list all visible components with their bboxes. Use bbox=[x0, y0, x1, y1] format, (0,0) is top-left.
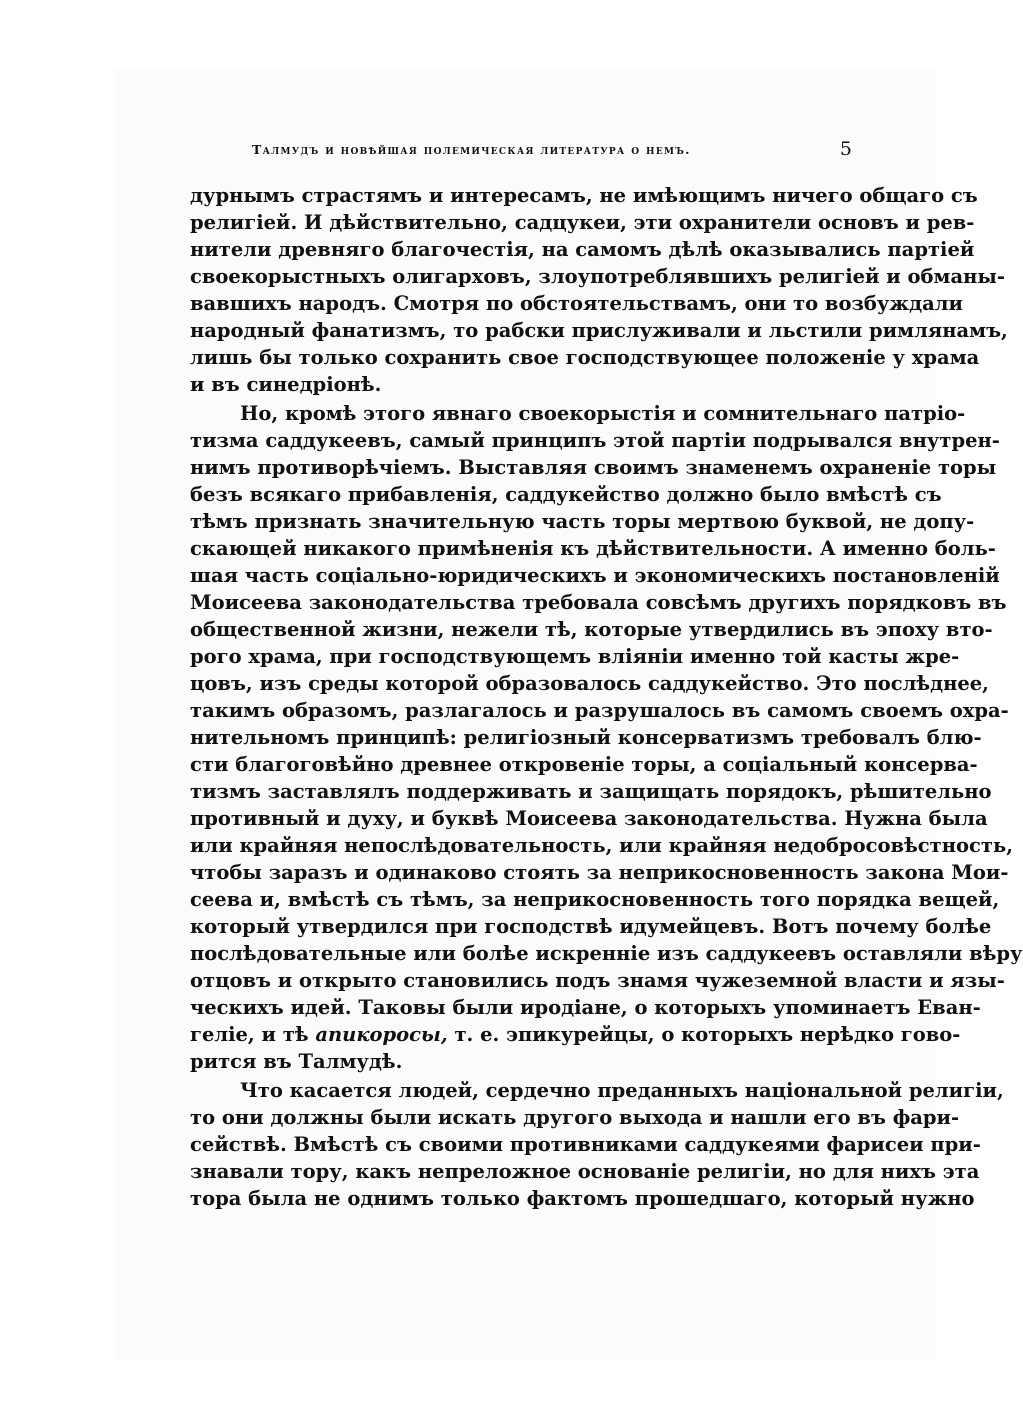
text-line: нители древняго благочестія, на самомъ дѣлѣ оказывались партіей bbox=[190, 238, 975, 261]
text-line: рого храма, при господствующемъ вліяніи именно той касты жре- bbox=[190, 645, 960, 668]
text-line: нимъ противорѣчіемъ. Выставляя своимъ знаменемъ охраненіе торы bbox=[190, 456, 997, 479]
text-line: сеева и, вмѣстѣ съ тѣмъ, за неприкосновенность того порядка вещей, bbox=[190, 888, 1000, 911]
body-text bbox=[190, 182, 1023, 1212]
text-run: геліе, и тѣ bbox=[190, 1023, 316, 1046]
italic-term: апикоросы, bbox=[315, 1023, 448, 1046]
text-line: сти благоговѣйно древнее откровеніе торы, а соціальный консерва- bbox=[190, 753, 978, 776]
text-line: народный фанатизмъ, то рабски прислуживали и льстили римлянамъ, bbox=[190, 319, 1008, 342]
text-line: послѣдовательные или болѣе искренніе изъ саддукеевъ оставляли вѣру bbox=[190, 942, 1023, 965]
text-line: Что касается людей, сердечно преданныхъ національной религіи, bbox=[240, 1079, 1004, 1102]
text-line: такимъ образомъ, разлагалось и разрушалось въ самомъ своемъ охра- bbox=[190, 699, 1009, 722]
text-line: безъ всякаго прибавленія, саддукейство должно было вмѣстѣ съ bbox=[190, 483, 942, 506]
text-line: дурнымъ страстямъ и интересамъ, не имѣющимъ ничего общаго съ bbox=[190, 184, 978, 207]
text-line: Моисеева законодательства требовала совсѣмъ другихъ порядковъ въ bbox=[190, 591, 1007, 614]
text-line: знавали тору, какъ непреложное основаніе религіи, но для нихъ эта bbox=[190, 1160, 980, 1183]
text-line: тѣмъ признать значительную часть торы мертвою буквой, не допу- bbox=[190, 510, 975, 533]
text-line-with-italic bbox=[190, 1021, 961, 1048]
text-line: тизмъ заставлялъ поддерживать и защищать порядокъ, рѣшительно bbox=[190, 780, 992, 803]
text-line: своекорыстныхъ олигарховъ, злоупотреблявшихъ религіей и обманы- bbox=[190, 265, 1006, 288]
text-line: Но, кромѣ этого явнаго своекорыстія и сомнительнаго патріо- bbox=[240, 402, 966, 425]
text-line: лишь бы только сохранить свое господствующее положеніе у храма bbox=[190, 346, 980, 369]
text-line: тизма саддукеевъ, самый принципъ этой партіи подрывался внутрен- bbox=[190, 429, 1000, 452]
text-line: вавшихъ народъ. Смотря по обстоятельствамъ, они то возбуждали bbox=[190, 292, 963, 315]
text-line: ческихъ идей. Таковы были иродіане, о которыхъ упоминаетъ Еван- bbox=[190, 996, 981, 1019]
page-header bbox=[252, 140, 852, 164]
text-line: противный и духу, и буквѣ Моисеева законодательства. Нужна была bbox=[190, 807, 988, 830]
text-line: скающей никакого примѣненія къ дѣйствительности. А именно боль- bbox=[190, 537, 996, 560]
text-line: цовъ, изъ среды которой образовалось саддукейство. Это послѣднее, bbox=[190, 672, 989, 695]
text-line: религiей. И дѣйствительно, садцукеи, эти охранители основъ и рев- bbox=[190, 211, 975, 234]
page-number: 5 bbox=[839, 138, 852, 160]
text-line: или крайняя непослѣдовательность, или крайняя недобросовѣстность, bbox=[190, 834, 1013, 857]
text-line: чтобы заразъ и одинаково стоять за неприкосновенность закона Мои- bbox=[190, 861, 1009, 884]
text-line: тора была не однимъ только фактомъ прошедшаго, который нужно bbox=[190, 1187, 975, 1210]
text-run: т. е. эпикурейцы, о которыхъ нерѣдко гово- bbox=[447, 1023, 961, 1046]
text-line: нительномъ принципѣ: религіозный консерватизмъ требовалъ блю- bbox=[190, 726, 982, 749]
text-line: и въ синедріонѣ. bbox=[190, 373, 382, 396]
text-line: сействѣ. Вмѣстѣ съ своими противниками саддукеями фарисеи при- bbox=[190, 1133, 981, 1156]
running-title: Талмудъ и новѣйшая полемическая литература о немъ. bbox=[252, 142, 691, 157]
text-line: рится въ Талмудѣ. bbox=[190, 1050, 403, 1073]
text-line: общественной жизни, нежели тѣ, которые утвердились въ эпоху вто- bbox=[190, 618, 993, 641]
text-line: шая часть соціально-юридическихъ и экономическихъ постановленій bbox=[190, 564, 1000, 587]
text-line: то они должны были искать другого выхода и нашли его въ фари- bbox=[190, 1106, 960, 1129]
text-line: который утвердился при господствѣ идумейцевъ. Вотъ почему болѣе bbox=[190, 915, 992, 938]
text-line: отцовъ и открыто становились подъ знамя чужеземной власти и язы- bbox=[190, 969, 1005, 992]
